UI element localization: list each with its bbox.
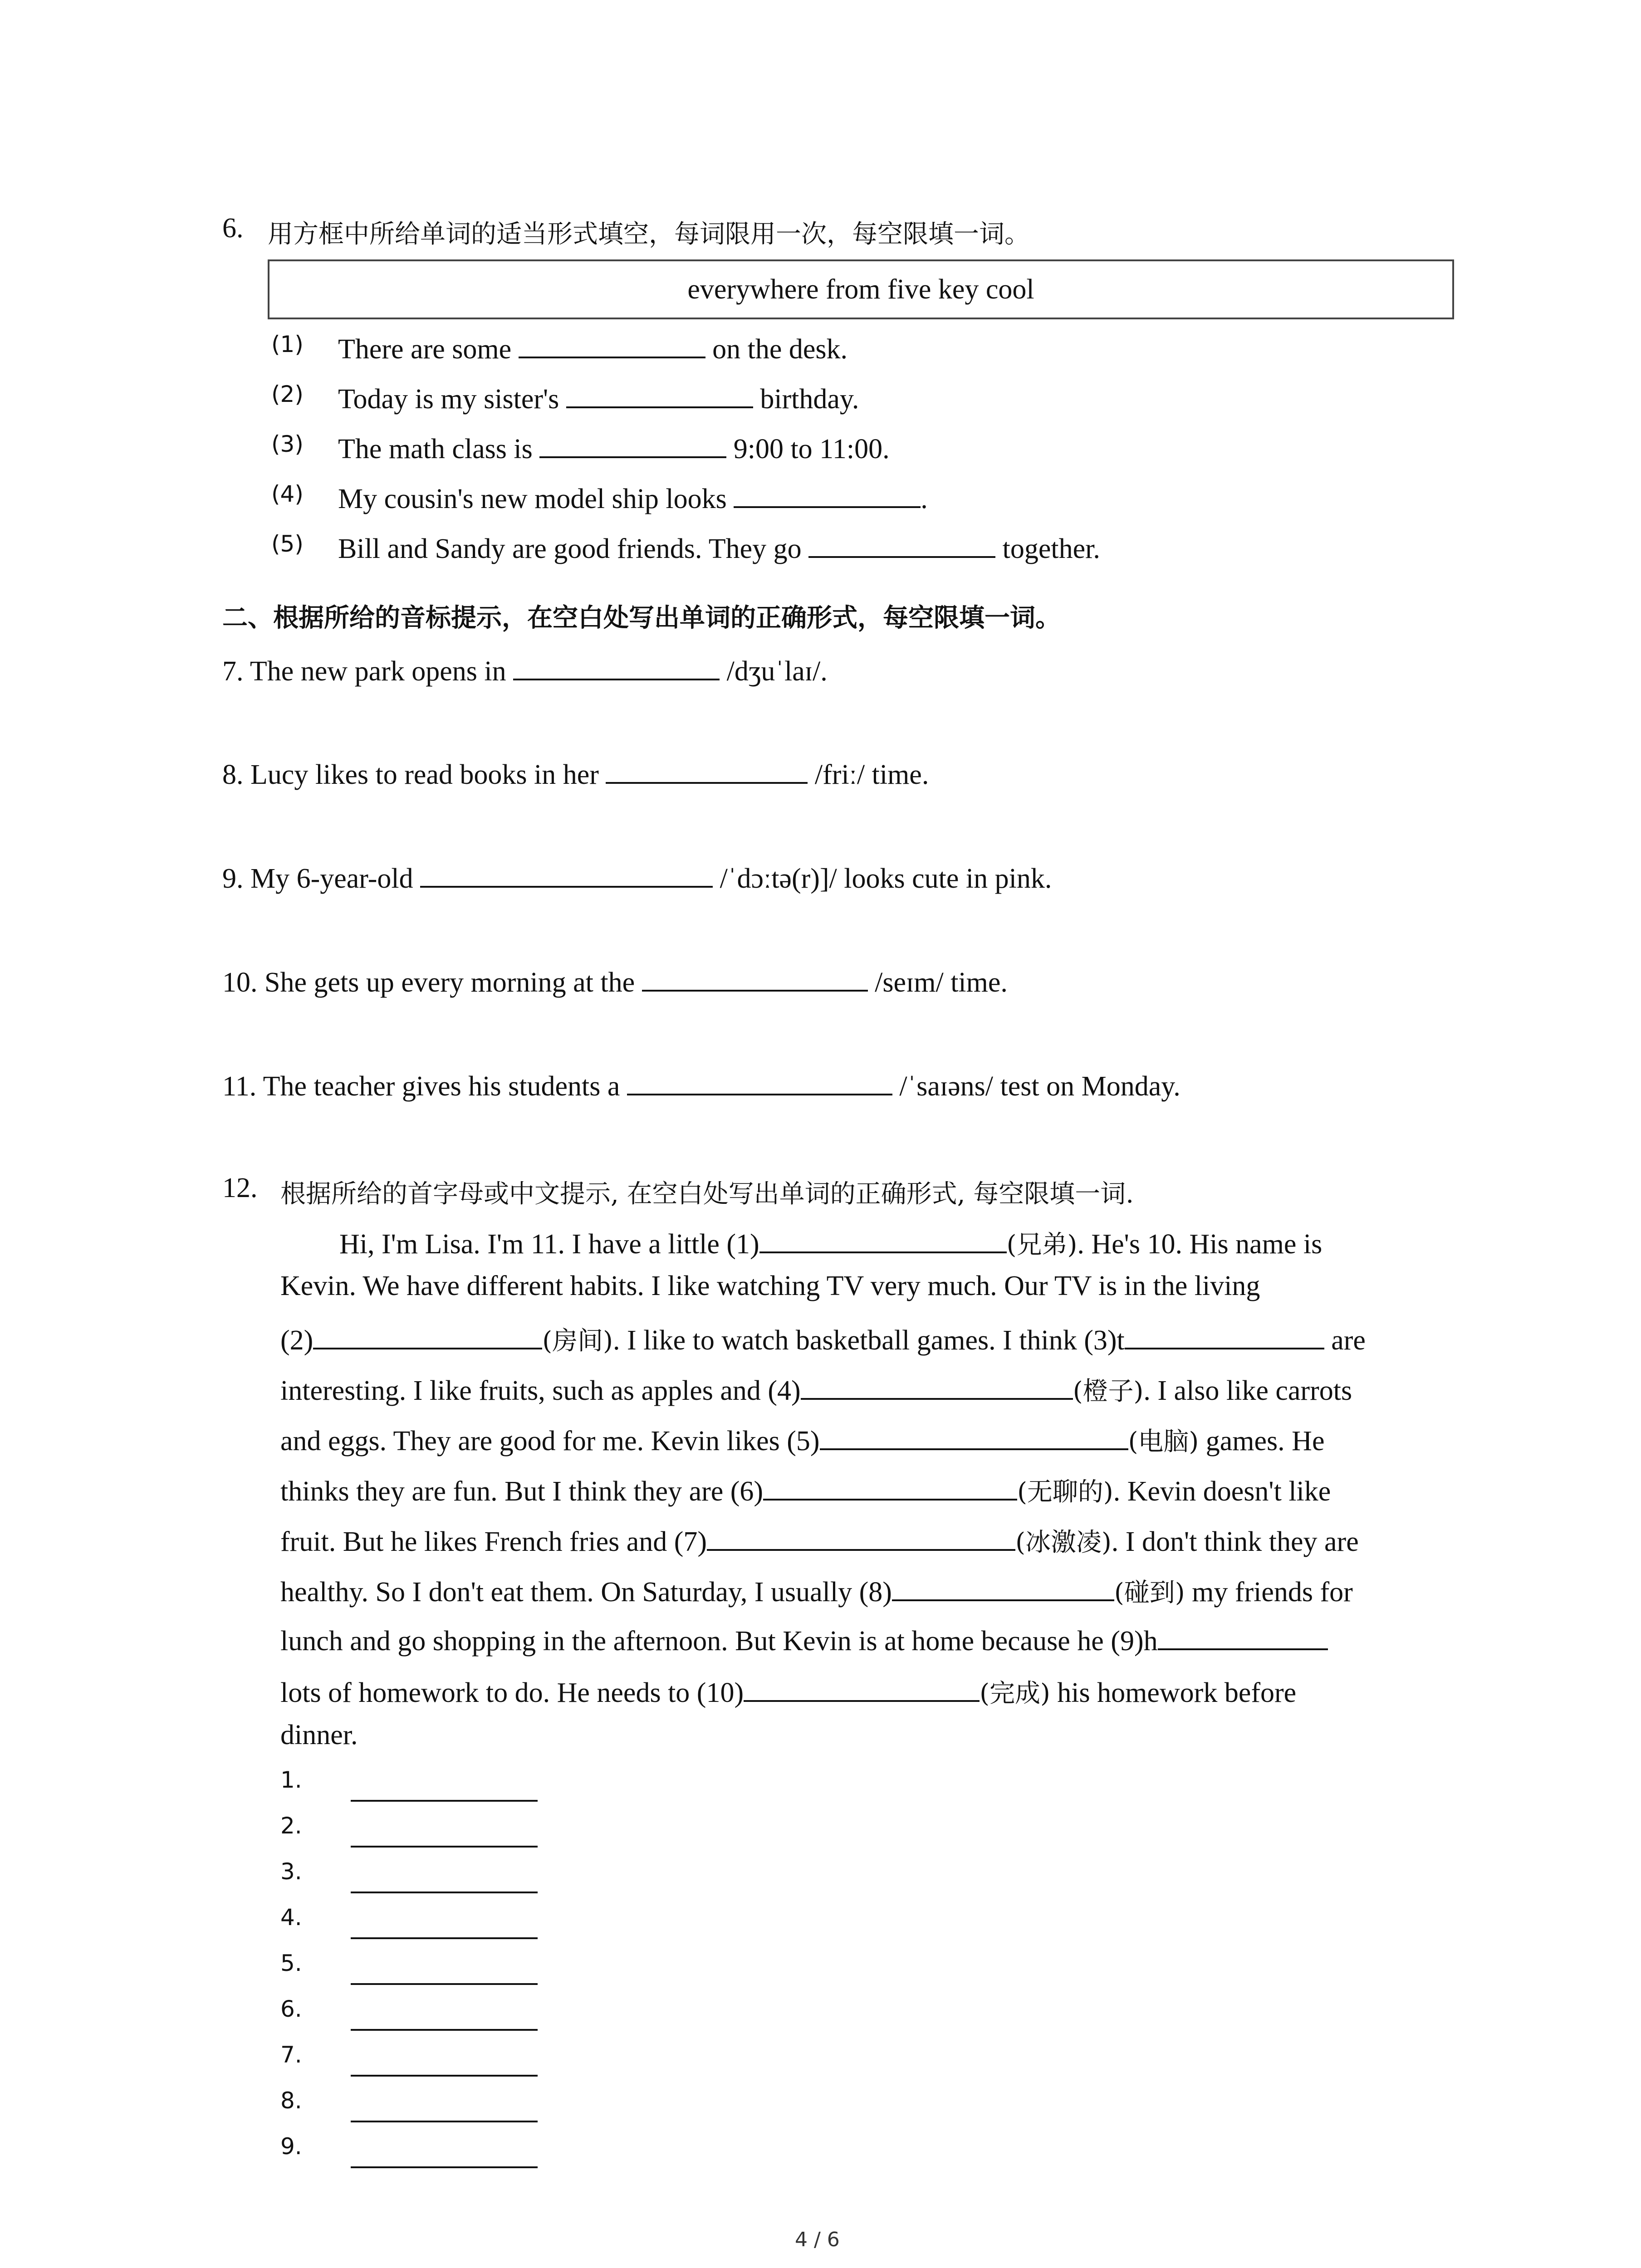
q6-item-2-after: birthday.: [760, 384, 859, 415]
q6-item-4-after: .: [921, 484, 928, 514]
q7: [222, 653, 828, 688]
q6-item-1-before: There are some: [338, 334, 512, 365]
q12-instruction: 根据所给的首字母或中文提示, 在空白处写出单词的正确形式, 每空限填一词.: [280, 1179, 1134, 1209]
passage-text: are: [1331, 1325, 1366, 1356]
passage-blank-5[interactable]: [820, 1423, 1128, 1450]
hint-computer: (电脑): [1128, 1427, 1199, 1457]
answer-number-4: 4.: [280, 1904, 302, 1931]
q6-item-3: [338, 431, 890, 465]
q8-after: /friː/ time.: [814, 759, 929, 790]
q10: [222, 964, 1008, 999]
passage-line-1: [339, 1225, 1322, 1261]
passage-blank-7[interactable]: [707, 1524, 1015, 1551]
passage-text: lunch and go shopping in the afternoon. But Kevin is at home because he (9)h: [280, 1626, 1158, 1657]
hint-finish: (完成): [980, 1679, 1050, 1708]
q10-before: She gets up every morning at the: [265, 967, 635, 998]
passage-line-9: [280, 1623, 1328, 1657]
word-box: everywhere from five key cool: [268, 259, 1454, 319]
passage-blank-2[interactable]: [313, 1322, 542, 1349]
passage-text: his homework before: [1050, 1677, 1297, 1708]
passage-text: and eggs. They are good for me. Kevin likes (5): [280, 1426, 820, 1457]
passage-line-6: [280, 1472, 1331, 1508]
q9: [222, 860, 1052, 895]
answer-line-7[interactable]: [351, 2053, 538, 2077]
q6-item-4-before: My cousin's new model ship looks: [338, 484, 727, 514]
q8-number: 8.: [222, 759, 244, 790]
q6-item-3-after: 9:00 to 11:00.: [733, 434, 890, 464]
passage-text: thinks they are fun. But I think they are (6): [280, 1476, 764, 1507]
q6-number: 6.: [222, 213, 244, 244]
passage-text: healthy. So I don't eat them. On Saturday, I usually (8): [280, 1577, 892, 1608]
passage-text: . I like to watch basketball games. I think (3)t: [613, 1325, 1125, 1356]
q8-before: Lucy likes to read books in her: [250, 759, 599, 790]
answer-number-2: 2.: [280, 1813, 302, 1839]
q6-item-2: [338, 381, 859, 415]
q11-blank[interactable]: [627, 1068, 892, 1095]
answer-number-3: 3.: [280, 1858, 302, 1885]
answer-number-1: 1.: [280, 1767, 302, 1793]
answer-number-5: 5.: [280, 1950, 302, 1976]
q6-item-5: [338, 531, 1100, 565]
q10-blank[interactable]: [642, 964, 868, 992]
passage-blank-3[interactable]: [1125, 1322, 1324, 1349]
passage-blank-10[interactable]: [744, 1675, 980, 1702]
q6-item-3-blank[interactable]: [539, 431, 726, 458]
passage-text: . I don't think they are: [1111, 1526, 1359, 1557]
passage-line-11: [280, 1719, 358, 1751]
passage-blank-8[interactable]: [892, 1574, 1114, 1601]
q12-number: 12.: [222, 1173, 258, 1203]
answer-line-1[interactable]: [351, 1778, 538, 1802]
q6-item-1-after: on the desk.: [712, 334, 848, 365]
passage-text: fruit. But he likes French fries and (7): [280, 1526, 707, 1557]
section-2-heading: 二、根据所给的音标提示，在空白处写出单词的正确形式，每空限填一词。: [222, 603, 1061, 633]
answer-line-3[interactable]: [351, 1870, 538, 1893]
passage-text: . I also like carrots: [1143, 1375, 1352, 1406]
q9-after: /ˈdɔːtə(r)]/ looks cute in pink.: [720, 863, 1052, 894]
passage-line-3: [280, 1321, 1366, 1357]
q8: [222, 757, 929, 791]
q9-blank[interactable]: [420, 860, 713, 888]
answer-line-5[interactable]: [351, 1961, 538, 1985]
answer-line-9[interactable]: [351, 2145, 538, 2168]
q6-item-3-number: (3): [271, 431, 304, 457]
passage-line-4: [280, 1371, 1352, 1408]
hint-brother: (兄弟): [1006, 1230, 1078, 1260]
q6-item-1-blank[interactable]: [519, 331, 705, 358]
answer-number-7: 7.: [280, 2042, 302, 2068]
answer-line-6[interactable]: [351, 2007, 538, 2031]
passage-text: Hi, I'm Lisa. I'm 11. I have a little (1): [339, 1229, 759, 1260]
passage-blank-1[interactable]: [759, 1226, 1007, 1253]
q7-blank[interactable]: [513, 653, 720, 680]
passage-blank-9[interactable]: [1158, 1623, 1328, 1650]
q11-before: The teacher gives his students a: [263, 1071, 620, 1102]
passage-text: lots of homework to do. He needs to (10): [280, 1677, 744, 1708]
hint-room: (房间): [542, 1326, 613, 1356]
q6-instruction: 用方框中所给单词的适当形式填空，每词限用一次，每空限填一词。: [268, 220, 1030, 249]
q9-number: 9.: [222, 863, 244, 894]
q6-item-4-blank[interactable]: [734, 481, 921, 508]
q6-item-4: [338, 481, 928, 515]
q6-item-4-number: (4): [271, 481, 304, 507]
passage-blank-4[interactable]: [801, 1373, 1073, 1400]
q6-item-5-after: together.: [1002, 533, 1100, 564]
passage-text: . He's 10. His name is: [1077, 1229, 1323, 1260]
q10-number: 10.: [222, 967, 258, 998]
q6-item-5-number: (5): [271, 531, 304, 557]
passage-text: (2): [280, 1325, 314, 1356]
passage-text: dinner.: [280, 1720, 358, 1750]
q9-before: My 6-year-old: [250, 863, 413, 894]
q7-after: /dʒuˈlaɪ/.: [726, 656, 828, 687]
answer-line-4[interactable]: [351, 1916, 538, 1939]
page-number: 4 / 6: [795, 2228, 840, 2251]
answer-number-9: 9.: [280, 2133, 302, 2160]
passage-text: interesting. I like fruits, such as apples and (4): [280, 1375, 801, 1406]
hint-orange: (橙子): [1073, 1377, 1144, 1406]
q11-number: 11.: [222, 1071, 257, 1102]
q10-after: /seɪm/ time.: [875, 967, 1008, 998]
q6-item-2-number: (2): [271, 381, 304, 407]
q11: [222, 1068, 1181, 1103]
q6-item-3-before: The math class is: [338, 434, 533, 464]
passage-line-5: [280, 1422, 1324, 1458]
q8-blank[interactable]: [606, 757, 808, 784]
hint-meet: (碰到): [1114, 1578, 1185, 1608]
q6-item-1: [338, 331, 847, 366]
hint-boring: (无聊的): [1017, 1477, 1113, 1507]
passage-text: my friends for: [1185, 1577, 1353, 1608]
passage-text: . Kevin doesn't like: [1113, 1476, 1331, 1507]
passage-text: games. He: [1199, 1426, 1325, 1457]
answer-number-6: 6.: [280, 1996, 302, 2022]
q6-item-5-blank[interactable]: [808, 531, 995, 558]
passage-line-7: [280, 1522, 1359, 1559]
passage-line-10: [280, 1673, 1296, 1710]
q6-item-5-before: Bill and Sandy are good friends. They go: [338, 533, 802, 564]
answer-line-2[interactable]: [351, 1824, 538, 1848]
q6-item-2-blank[interactable]: [566, 381, 753, 408]
passage-text: Kevin. We have different habits. I like watching TV very much. Our TV is in the living: [280, 1271, 1260, 1301]
hint-ice-cream: (冰激凌): [1015, 1528, 1112, 1557]
passage-line-8: [280, 1573, 1353, 1609]
q7-number: 7.: [222, 656, 244, 687]
q11-after: /ˈsaɪəns/ test on Monday.: [899, 1071, 1181, 1102]
passage-blank-6[interactable]: [763, 1473, 1017, 1501]
passage-line-2: [280, 1270, 1260, 1302]
q6-item-1-number: (1): [271, 331, 304, 357]
q6-item-2-before: Today is my sister's: [338, 384, 559, 415]
answer-number-8: 8.: [280, 2087, 302, 2114]
q7-before: The new park opens in: [250, 656, 506, 687]
answer-line-8[interactable]: [351, 2099, 538, 2122]
